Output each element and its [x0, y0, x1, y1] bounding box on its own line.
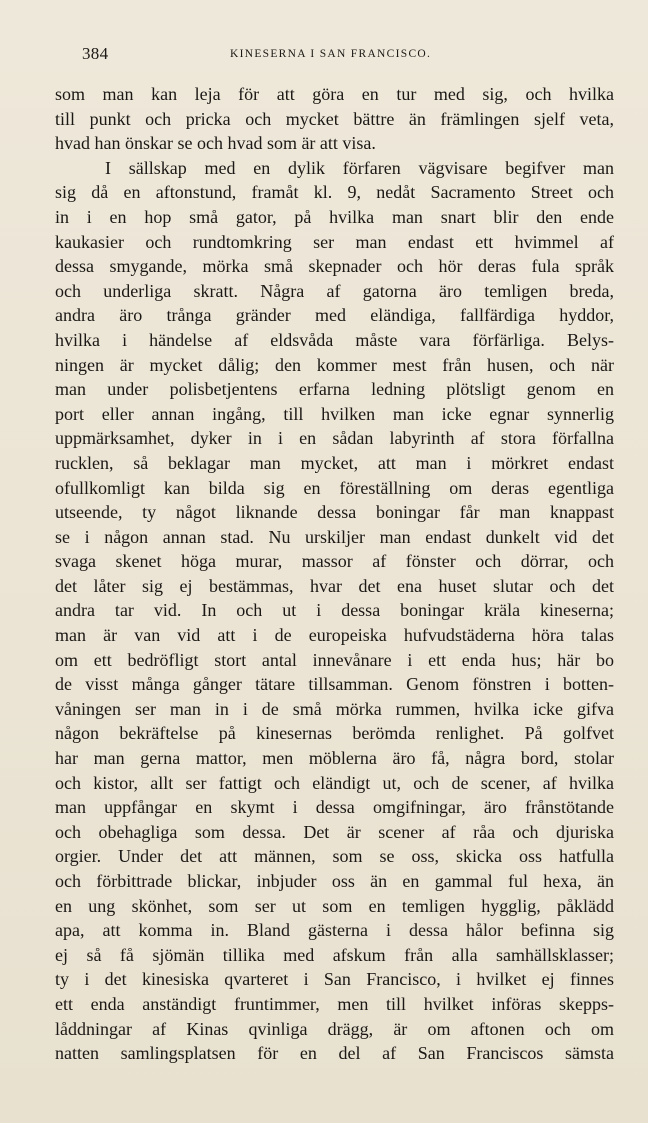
text-line: dessa smygande, mörka små skepnader och hör deras fula språk — [55, 256, 614, 277]
text-line: och förbittrade blickar, inbjuder oss än en gammal ful hexa, än — [55, 871, 614, 891]
text-line: och kistor, allt ser fattigt och eländigt ut, och de scener, af hvilka — [55, 772, 614, 793]
text-line: de visst många gånger tätare tillsamman. Genom fönstren i botten- — [55, 674, 614, 695]
text-line: och underliga skratt. Några af gatorna äro temligen breda, — [55, 280, 614, 301]
page-number: 384 — [82, 44, 109, 63]
paragraph-end-line: hvad han önskar se och hvad som är att visa. — [55, 133, 376, 154]
text-line: ningen är mycket dålig; den kommer mest från husen, och när — [55, 354, 614, 375]
page-header — [82, 44, 614, 68]
text-line: man uppfångar en skymt i dessa omgifningar, äro frånstötande — [55, 797, 614, 818]
text-line: låddningar af Kinas qvinliga drägg, är om aftonen och om — [55, 1018, 614, 1039]
text-line: orgier. Under det att männen, som se oss, skicka oss hatfulla — [55, 846, 614, 867]
text-line: ty i det kinesiska qvarteret i San Francisco, i hvilket ej finnes — [55, 969, 614, 990]
text-line: port eller annan ingång, till hvilken man icke egnar synnerlig — [55, 403, 614, 424]
text-line: en ung skönhet, som ser ut som en temligen hygglig, påklädd — [55, 895, 614, 916]
text-line: som man kan leja för att göra en tur med sig, och hvilka — [55, 84, 614, 104]
text-line: om ett bedröfligt stort antal innevånare i ett enda hus; här bo — [55, 649, 614, 670]
text-line: man under polisbetjentens erfarna ledning plötsligt genom en — [55, 379, 614, 400]
text-line: och obehagliga som dessa. Det är scener af råa och djuriska — [55, 821, 614, 842]
text-line: till punkt och pricka och mycket bättre än främlingen sjelf veta, — [55, 108, 614, 129]
text-line: rucklen, så beklagar man mycket, att man i mörkret endast — [55, 452, 614, 473]
text-line: utseende, ty något liknande dessa boningar får man knappast — [55, 502, 614, 523]
text-line: in i en hop små gator, på hvilka man snart blir den ende — [55, 206, 614, 227]
text-line: ett enda anständigt fruntimmer, men till hvilket införas skepps- — [55, 993, 614, 1014]
body-text — [55, 82, 614, 1066]
text-line: andra tar vid. In och ut i dessa boningar kräla kineserna; — [55, 600, 614, 621]
text-line: våningen ser man in i de små mörka rummen, hvilka icke gifva — [55, 698, 614, 719]
paragraph-start-line: I sällskap med en dylik förfaren vägvisare begifver man — [105, 157, 614, 178]
text-line: apa, att komma in. Bland gästerna i dessa hålor befinna sig — [55, 920, 614, 941]
text-line: kaukasier och rundtomkring ser man endast ett hvimmel af — [55, 231, 614, 252]
text-line: man är van vid att i de europeiska hufvudstäderna höra talas — [55, 625, 614, 646]
text-line: sig då en aftonstund, framåt kl. 9, nedåt Sacramento Street och — [55, 182, 614, 203]
text-line: se i någon annan stad. Nu urskiljer man endast dunkelt vid det — [55, 526, 614, 547]
text-line: ofullkomligt kan bilda sig en föreställning om deras egentliga — [55, 477, 614, 498]
running-head: KINESERNA I SAN FRANCISCO. — [230, 48, 432, 60]
text-line: uppmärksamhet, dyker in i en sådan labyrinth af stora förfallna — [55, 428, 614, 449]
text-line: det låter sig ej bestämmas, hvar det ena huset slutar och det — [55, 575, 614, 596]
text-line: har man gerna mattor, men möblerna äro få, några bord, stolar — [55, 748, 614, 769]
text-line: någon bekräftelse på kinesernas berömda renlighet. På golfvet — [55, 723, 614, 744]
text-line: andra äro trånga gränder med eländiga, fallfärdiga hyddor, — [55, 305, 614, 326]
text-line: natten samlingsplatsen för en del af San Franciscos sämsta — [55, 1043, 614, 1064]
text-line: ej så få sjömän tillika med afskum från alla samhällsklasser; — [55, 944, 614, 965]
text-line: hvilka i händelse af eldsvåda måste vara förfärliga. Belys- — [55, 329, 614, 350]
text-line: svaga skenet höga murar, massor af fönster och dörrar, och — [55, 551, 614, 572]
